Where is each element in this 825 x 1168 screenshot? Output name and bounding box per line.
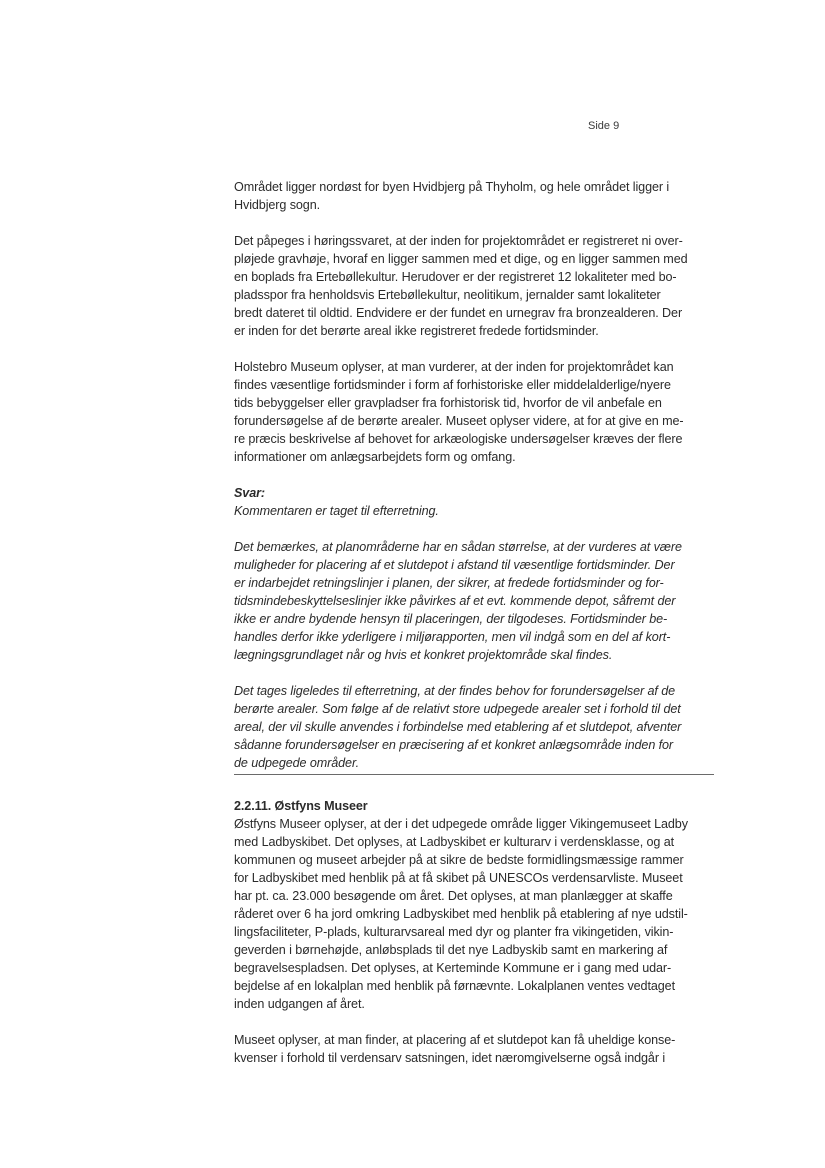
- text-line: tids bebyggelser eller gravpladser fra forhistorisk tid, hvorfor de vil anbefale en: [234, 396, 662, 410]
- text-line: inden udgangen af året.: [234, 997, 365, 1011]
- paragraph-location: [234, 178, 718, 214]
- paragraph-answer-details: [234, 538, 718, 664]
- text-line: Hvidbjerg sogn.: [234, 198, 321, 212]
- text-line: Kommentaren er taget til efterretning.: [234, 504, 439, 518]
- section-heading: 2.2.11. Østfyns Museer: [234, 799, 368, 813]
- text-line: forundersøgelse af de berørte arealer. Museet oplyser videre, at for at give en me-: [234, 414, 684, 428]
- text-line: ikke er andre bydende hensyn til placeringen, der tilgodeses. Fortidsminder be-: [234, 612, 668, 626]
- text-line: Det tages ligeledes til efterretning, at der findes behov for forundersøgelser af de: [234, 684, 676, 698]
- text-line: handles derfor ikke yderligere i miljørapporten, men vil indgå som en del af kort-: [234, 630, 671, 644]
- text-line: for Ladbyskibet med henblik på at få skibet på UNESCOs verdensarvliste. Museet: [234, 871, 683, 885]
- text-line: sådanne forundersøgelser en præcisering af et konkret anlægsområde inden for: [234, 738, 674, 752]
- text-line: areal, der vil skulle anvendes i forbindelse med etablering af et slutdepot, afventer: [234, 720, 682, 734]
- paragraph-hearing-response: [234, 232, 718, 340]
- section-ostfyns: [234, 797, 718, 1013]
- text-line: informationer om anlægsarbejdets form og omfang.: [234, 450, 516, 464]
- text-line: Holstebro Museum oplyser, at man vurderer, at der inden for projektområdet kan: [234, 360, 674, 374]
- text-line: råderet over 6 ha jord omkring Ladbyskibet med henblik på etablering af nye udstil-: [234, 907, 688, 921]
- paragraph-museum-concern: [234, 1031, 718, 1067]
- text-line: Det bemærkes, at planområderne har en sådan størrelse, at der vurderes at være: [234, 540, 682, 554]
- text-line: en boplads fra Ertebøllekultur. Herudover er der registreret 12 lokaliteter med bo-: [234, 270, 677, 284]
- text-line: er inden for det berørte areal ikke registreret fredede fortidsminder.: [234, 324, 599, 338]
- answer-label: Svar:: [234, 486, 266, 500]
- text-line: bredt dateret til oldtid. Endvidere er der fundet en urnegrav fra bronzealderen. Der: [234, 306, 683, 320]
- text-line: er indarbejdet retningslinjer i planen, der sikrer, at fredede fortidsminder og for-: [234, 576, 664, 590]
- paragraph-answer-preliminary: [234, 682, 718, 772]
- text-line: lægningsgrundlaget når og hvis et konkret projektområde skal findes.: [234, 648, 613, 662]
- text-line: begravelsespladsen. Det oplyses, at Kerteminde Kommune er i gang med udar-: [234, 961, 672, 975]
- text-line: lingsfaciliteter, P-plads, kulturarvsareal med dyr og planter fra vikingetiden, vikin-: [234, 925, 674, 939]
- text-line: bejdelse af en lokalplan med henblik på førnævnte. Lokalplanen ventes vedtaget: [234, 979, 675, 993]
- text-line: berørte arealer. Som følge af de relativt store udpegede arealer set i forhold til det: [234, 702, 681, 716]
- text-line: tidsmindebeskyttelseslinjer ikke påvirkes af et evt. kommende depot, såfremt der: [234, 594, 676, 608]
- document-body: [234, 178, 718, 1067]
- paragraph-holstebro-museum: [234, 358, 718, 466]
- text-line: kvenser i forhold til verdensarv satsningen, idet næromgivelserne også indgår i: [234, 1051, 666, 1065]
- text-line: pløjede gravhøje, hvoraf en ligger sammen med et dige, og en ligger sammen med: [234, 252, 688, 266]
- text-line: findes væsentlige fortidsminder i form af forhistoriske eller middelalderlige/nyere: [234, 378, 671, 392]
- text-line: med Ladbyskibet. Det oplyses, at Ladbyskibet er kulturarv i verdensklasse, og at: [234, 835, 675, 849]
- paragraph-answer: [234, 484, 718, 520]
- text-line: de udpegede områder.: [234, 756, 359, 770]
- text-line: re præcis beskrivelse af behovet for arkæologiske undersøgelser kræves der flere: [234, 432, 683, 446]
- text-line: Det påpeges i høringssvaret, at der inden for projektområdet er registreret ni over-: [234, 234, 683, 248]
- text-line: kommunen og museet arbejder på at sikre de bedste formidlingsmæssige rammer: [234, 853, 684, 867]
- text-line: geverden i børnehøjde, anløbsplads til det nye Ladbyskib samt en markering af: [234, 943, 668, 957]
- text-line: har pt. ca. 23.000 besøgende om året. Det oplyses, at man planlægger at skaffe: [234, 889, 673, 903]
- page-number: Side 9: [588, 120, 620, 132]
- text-line: Østfyns Museer oplyser, at der i det udpegede område ligger Vikingemuseet Ladby: [234, 817, 688, 831]
- text-line: muligheder for placering af et slutdepot i afstand til væsentlige fortidsminder. Der: [234, 558, 675, 572]
- text-line: Museet oplyser, at man finder, at placering af et slutdepot kan få uheldige konse-: [234, 1033, 676, 1047]
- text-line: Området ligger nordøst for byen Hvidbjerg på Thyholm, og hele området ligger i: [234, 180, 670, 194]
- text-line: pladsspor fra henholdsvis Ertebøllekultur, neolitikum, jernalder samt lokaliteter: [234, 288, 661, 302]
